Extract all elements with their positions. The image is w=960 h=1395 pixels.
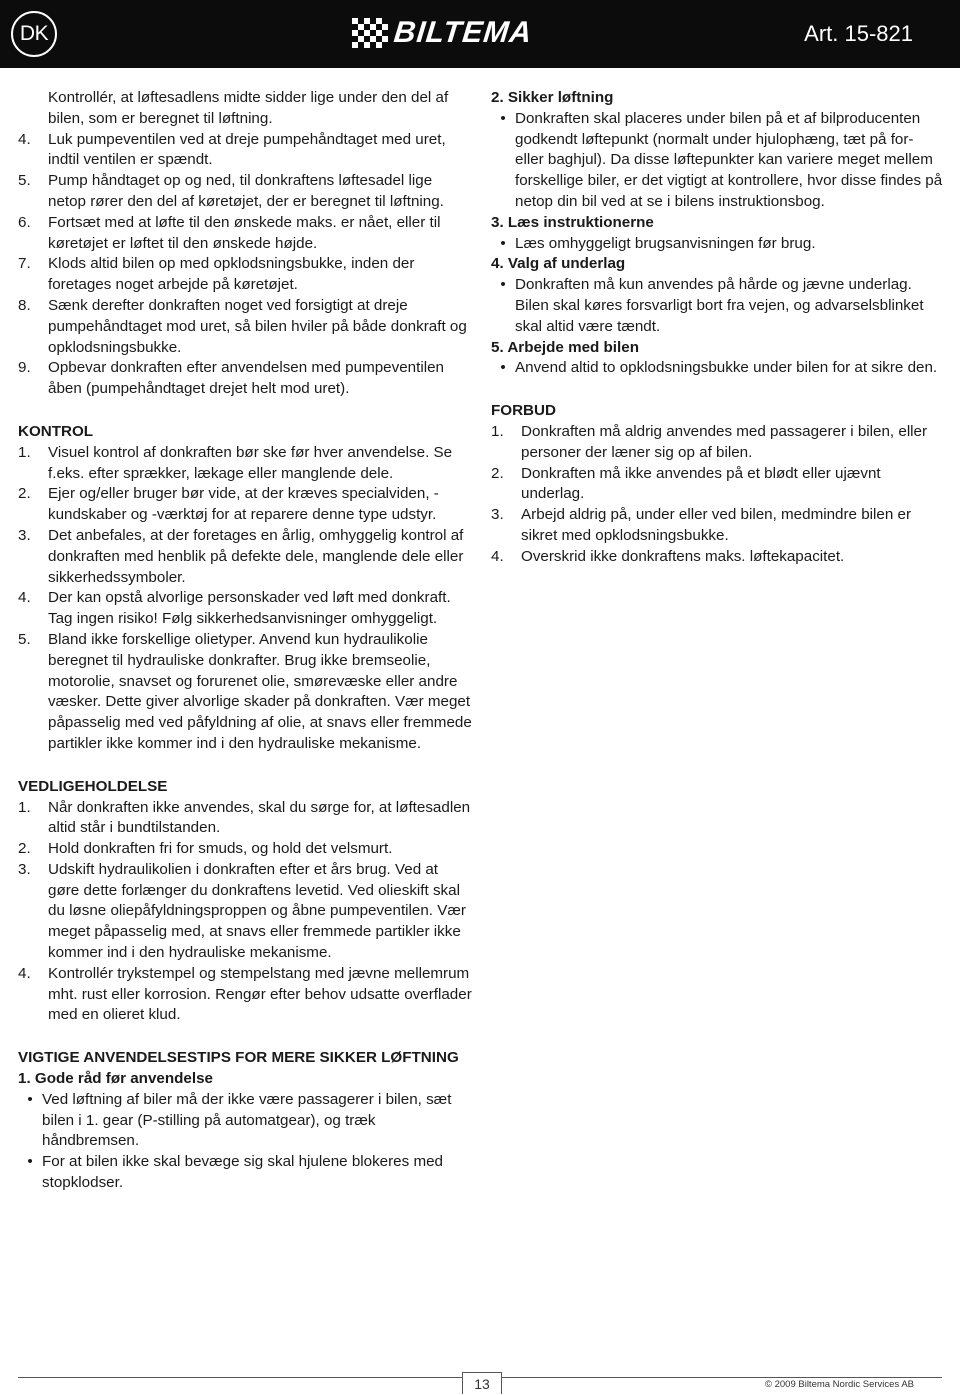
list-item: 4. Luk pumpeventilen ved at dreje pumpehåndtaget med uret, indtil ventilen er spændt. [18,130,446,169]
list-item: 6. Fortsæt med at løfte til den ønskede maks. er nået, eller til køretøjet er løftet til den ønskede højde. [18,213,441,252]
continued-text: Kontrollér, at løftesadlens midte sidder lige under den del af bilen, som er beregnet til løftning. [48,89,449,127]
subsection-title: 4. Valg af underlag [491,255,626,273]
section-forbud [491,401,946,567]
page-number: 13 [462,1372,502,1394]
left-column [18,88,473,1194]
bullet-icon: • [500,359,506,377]
section-title: FORBUD [491,402,556,420]
copyright-notice: © 2009 Biltema Nordic Services AB [764,1379,914,1390]
section-vedligeholdelse [18,777,473,1027]
article-number: Art. 15-821 [804,21,913,46]
section-title: KONTROL [18,422,94,440]
list-item: 2. Donkraften må ikke anvendes på et blødt eller ujævnt underlag. [491,464,881,503]
tips-continued [491,88,946,379]
list-item: 1. Visuel kontrol af donkraften bør ske før hver anvendelse. Se f.eks. efter sprækker, lækage eller manglende dele. [18,443,453,482]
bullet-icon: • [500,276,506,294]
bullet-item: • Donkraften må kun anvendes på hårde og jævne underlag. Bilen skal køres forsvarligt bort fra vejen, og advarselsblinket skal altid være tændt. [491,275,946,337]
bullet-item: • For at bilen ikke skal bevæge sig skal hjulene blokeres med stopklodser. [18,1152,473,1194]
list-item: 1. Donkraften må aldrig anvendes med passagerer i bilen, eller personer der læner sig op af bilen. [491,422,928,461]
subsection-title: 1. Gode råd før anvendelse [18,1070,213,1088]
section-tips [18,1048,473,1194]
section-kontrol [18,422,473,755]
section-title: VEDLIGEHOLDELSE [18,777,168,795]
bullet-item: • Læs omhyggeligt brugsanvisningen før brug. [491,234,946,255]
list-item: 4. Overskrid ikke donkraftens maks. løftekapacitet. [491,547,845,565]
list-item: 8. Sænk derefter donkraften noget ved forsigtigt at dreje pumpehåndtaget mod uret, så bilen hviler på både donkraft og opklodsningsbukke. [18,296,467,356]
bullet-icon: • [27,1090,33,1108]
list-item: 9. Opbevar donkraften efter anvendelsen med pumpeventilen åben (pumpehåndtaget drejet helt mod uret). [18,359,444,398]
right-column [491,88,946,568]
brand-name: BILTEMA [392,16,534,49]
list-item: 3. Det anbefales, at der foretages en årlig, omhyggelig kontrol af donkraften med henblik på defekte dele, manglende dele eller sikkerhedssymboler. [18,526,464,586]
bullet-item: • Ved løftning af biler må der ikke være passagerer i bilen, sæt bilen i 1. gear (P-stilling på automatgear), og træk håndbremsen. [18,1090,473,1152]
list-item: 4. Der kan opstå alvorlige personskader ved løft med donkraft. Tag ingen risiko! Følg sikkerhedsanvisninger omhyggeligt. [18,589,451,628]
list-item: 2. Hold donkraften fri for smuds, og hold det velsmurt. [18,840,393,858]
list-item: 4. Kontrollér trykstempel og stempelstang med jævne mellemrum mht. rust eller korrosion. Rengør efter behov udsatte overflader med en olieret klud. [18,964,472,1024]
list-item: 2. Ejer og/eller bruger bør vide, at der kræves specialviden, -kundskaber og -værktøj for at reparere denne type udstyr. [18,485,439,524]
list-item: 1. Når donkraften ikke anvendes, skal du sørge for, at løftesadlen altid står i bundtilstanden. [18,798,471,837]
list-item: 7. Klods altid bilen op med opklodsningsbukke, inden der foretages noget arbejde på køretøjet. [18,255,415,294]
section-title: VIGTIGE ANVENDELSESTIPS FOR MERE SIKKER LØFTNING [18,1049,459,1067]
page-header [0,0,960,68]
bullet-icon: • [27,1153,33,1171]
instructions-continued [18,88,473,400]
bullet-icon: • [500,109,506,127]
bullet-item: • Anvend altid to opklodsningsbukke under bilen for at sikre den. [491,358,946,379]
list-item: 3. Arbejd aldrig på, under eller ved bilen, medmindre bilen er sikret med opklodsningsbukke. [491,506,912,544]
brand-logo [352,18,532,48]
subsection-title: 3. Læs instruktionerne [491,213,654,231]
checkered-flag-icon [352,18,388,48]
language-badge: DK [11,11,57,57]
subsection-title: 5. Arbejde med bilen [491,338,639,356]
list-item: 3. Udskift hydraulikolien i donkraften efter et års brug. Ved at gøre dette forlænger du donkraftens levetid. Ved olieskift skal du løsne oliepåfyldningsproppen og åbne pumpeventilen. Vær meget påpasselig med, at snavs eller fremmede partikler ikke kommer ind i den hydrauliske mekanisme. [18,860,466,962]
subsection-title: 2. Sikker løftning [491,89,614,106]
list-item: 5. Bland ikke forskellige olietyper. Anvend kun hydraulikolie beregnet til hydrauliske donkrafter. Brug ikke bremseolie, motorolie, snavset og forurenet olie, smørevæske eller andre væsker. Dette giver alvorlige skader på donkraften. Vær meget påpasselig med ved påfyldning af olie, at snavs eller fremmede partikler ikke kommer ind i den hydrauliske mekanisme. [18,630,472,752]
list-item: 5. Pump håndtaget op og ned, til donkraftens løftesadel lige netop rører den del af køretøjet, der er beregnet til løftning. [18,172,444,210]
bullet-item: • Donkraften skal placeres under bilen på et af bilproducenten godkendt løftepunkt (normalt under hjulophæng, tæt på for- eller baghjul). Da disse løftepunkter kan variere meget mellem forskellige biler, er det vigtigt at kontrollere, hvor disse findes på netop din bil ved at se i bilens instruktionsbog. [491,109,946,213]
bullet-icon: • [500,234,506,252]
